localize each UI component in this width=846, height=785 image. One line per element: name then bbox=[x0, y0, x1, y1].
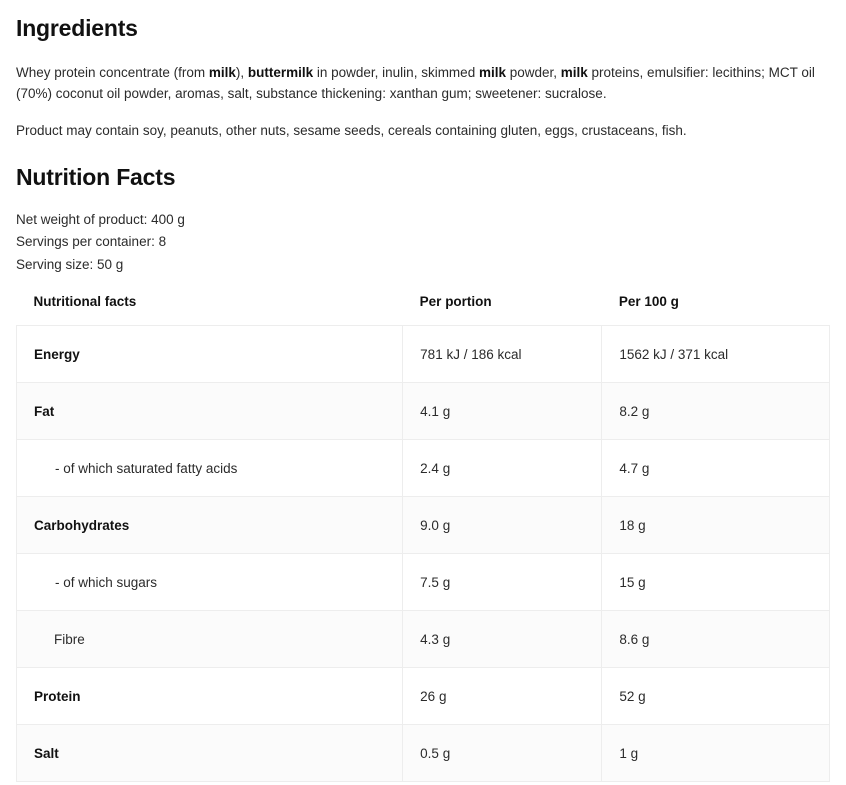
serving-size-text: Serving size: 50 g bbox=[16, 256, 124, 272]
table-row bbox=[17, 326, 830, 383]
row-label: Fibre bbox=[17, 611, 403, 668]
row-value-per-portion: 2.4 g bbox=[403, 440, 602, 497]
allergen-warning-text: Product may contain soy, peanuts, other nuts, sesame seeds, cereals containing gluten, eggs, crustaceans, fish. bbox=[16, 122, 687, 138]
table-header-row bbox=[17, 294, 830, 326]
row-value-per-portion: 9.0 g bbox=[403, 497, 602, 554]
table-row bbox=[17, 725, 830, 782]
row-label: - of which saturated fatty acids bbox=[17, 440, 403, 497]
row-label: Protein bbox=[17, 668, 403, 725]
row-value-per-portion: 781 kJ / 186 kcal bbox=[403, 326, 602, 383]
nutrition-facts-table bbox=[16, 294, 830, 782]
table-row bbox=[17, 611, 830, 668]
servings-per-container-text: Servings per container: 8 bbox=[16, 234, 167, 250]
table-row bbox=[17, 554, 830, 611]
column-header-per-100g: Per 100 g bbox=[618, 294, 679, 310]
table-row bbox=[17, 440, 830, 497]
nutrition-table-body bbox=[17, 326, 830, 782]
net-weight-text: Net weight of product: 400 g bbox=[16, 211, 185, 227]
row-value-per-100g: 1562 kJ / 371 kcal bbox=[602, 326, 830, 383]
row-label: Fat bbox=[17, 383, 403, 440]
nutrition-facts-heading: Nutrition Facts bbox=[16, 163, 176, 190]
nutrition-table-header bbox=[17, 294, 830, 326]
row-label: Carbohydrates bbox=[17, 497, 403, 554]
row-value-per-portion: 4.1 g bbox=[403, 383, 602, 440]
ingredients-list-text: Whey protein concentrate (from milk), buttermilk in powder, inulin, skimmed milk powder, milk proteins, emulsifier: lecithins; MCT oil (70%) coconut oil powder, aromas, salt, substance thickening: xanthan gum; sweetener: sucralose. bbox=[16, 64, 815, 101]
row-label: Salt bbox=[17, 725, 403, 782]
row-value-per-portion: 26 g bbox=[403, 668, 602, 725]
row-value-per-portion: 4.3 g bbox=[403, 611, 602, 668]
table-row bbox=[17, 497, 830, 554]
column-header-per-portion: Per portion bbox=[419, 294, 492, 310]
table-row bbox=[17, 383, 830, 440]
ingredients-heading: Ingredients bbox=[16, 15, 138, 41]
row-value-per-portion: 7.5 g bbox=[403, 554, 602, 611]
row-value-per-100g: 1 g bbox=[602, 725, 830, 782]
table-row bbox=[17, 668, 830, 725]
row-value-per-portion: 0.5 g bbox=[403, 725, 602, 782]
row-value-per-100g: 4.7 g bbox=[602, 440, 830, 497]
row-value-per-100g: 52 g bbox=[602, 668, 830, 725]
row-value-per-100g: 8.2 g bbox=[602, 383, 830, 440]
row-value-per-100g: 18 g bbox=[602, 497, 830, 554]
row-label: - of which sugars bbox=[17, 554, 403, 611]
row-label: Energy bbox=[17, 326, 403, 383]
row-value-per-100g: 8.6 g bbox=[602, 611, 830, 668]
column-header-nutritional-facts: Nutritional facts bbox=[33, 294, 137, 310]
row-value-per-100g: 15 g bbox=[602, 554, 830, 611]
